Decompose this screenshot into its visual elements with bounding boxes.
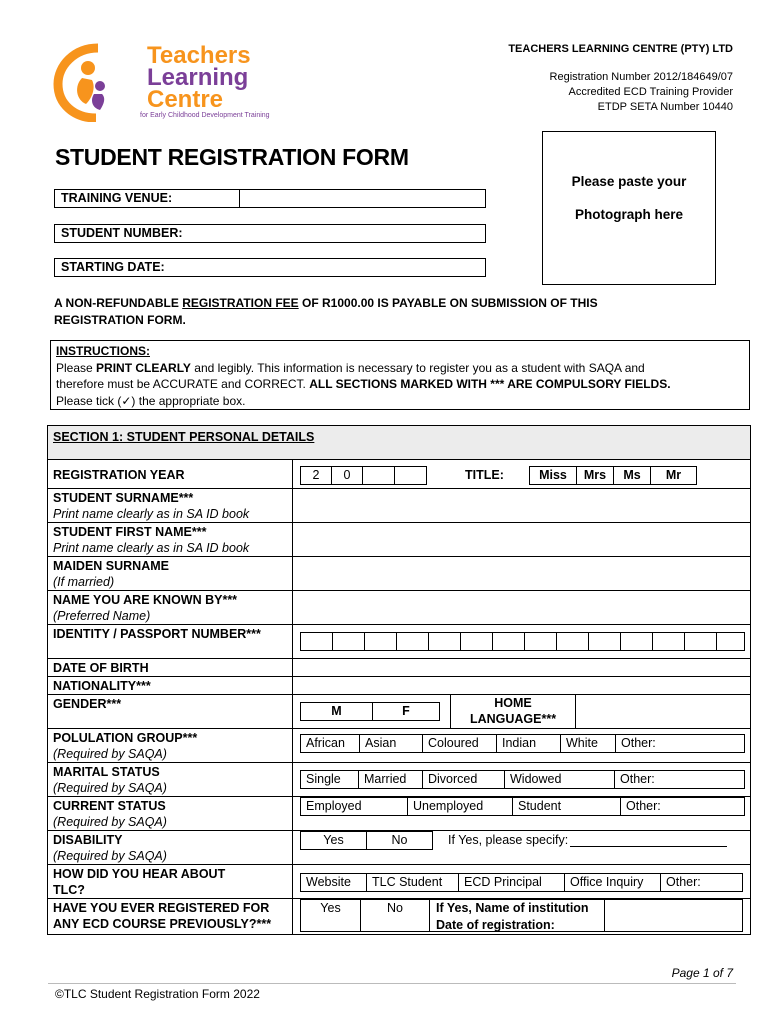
population-indian[interactable]: Indian (496, 734, 561, 753)
hear-about-label: HOW DID YOU HEAR ABOUT TLC? (53, 867, 226, 897)
fee-text-highlight: REGISTRATION FEE (182, 296, 299, 310)
year-digit-4[interactable] (394, 466, 427, 485)
company-accredited: Accredited ECD Training Provider (568, 86, 733, 98)
population-other[interactable]: Other: (615, 734, 745, 753)
starting-date-row (54, 258, 486, 277)
student-number-input[interactable] (239, 225, 486, 242)
photo-box[interactable] (542, 131, 716, 285)
status-unemployed[interactable]: Unemployed (407, 797, 513, 816)
company-name: TEACHERS LEARNING CENTRE (PTY) LTD (508, 43, 733, 55)
hear-website[interactable]: Website (300, 873, 367, 892)
disability-yes[interactable]: Yes (300, 831, 367, 850)
status-student[interactable]: Student (512, 797, 621, 816)
logo-emblem-icon (52, 42, 147, 122)
previous-reg-no[interactable]: No (387, 901, 403, 915)
id-box[interactable] (396, 632, 429, 651)
id-box[interactable] (332, 632, 365, 651)
marital-divorced[interactable]: Divorced (422, 770, 505, 789)
id-box[interactable] (556, 632, 589, 651)
company-block (508, 42, 733, 115)
fee-text-pre: A NON-REFUNDABLE (54, 296, 183, 310)
gender-m[interactable]: M (300, 702, 373, 721)
section-1-header (48, 426, 750, 460)
population-coloured[interactable]: Coloured (422, 734, 497, 753)
population-label: POLULATION GROUP*** (Required by SAQA) (53, 731, 198, 761)
photo-line-1: Please paste your (571, 174, 687, 189)
marital-label: MARITAL STATUS (Required by SAQA) (53, 765, 167, 795)
id-box[interactable] (652, 632, 685, 651)
status-employed[interactable]: Employed (300, 797, 408, 816)
previous-reg-institution-input[interactable] (605, 900, 742, 931)
id-box[interactable] (524, 632, 557, 651)
marital-other[interactable]: Other: (614, 770, 745, 789)
id-box[interactable] (428, 632, 461, 651)
gender-f[interactable]: F (372, 702, 440, 721)
dob-label: DATE OF BIRTH (53, 661, 149, 675)
id-box[interactable] (716, 632, 745, 651)
title-label: TITLE: (465, 468, 504, 482)
fee-text-line-2: REGISTRATION FORM. (54, 313, 186, 327)
company-reg: Registration Number 2012/184649/07 (549, 71, 733, 83)
reg-year-label: REGISTRATION YEAR (53, 468, 185, 482)
title-miss[interactable]: Miss (529, 466, 577, 485)
fee-notice (54, 295, 598, 329)
id-box[interactable] (460, 632, 493, 651)
nationality-input[interactable] (293, 677, 750, 694)
home-language-input[interactable] (576, 695, 750, 728)
title-mr[interactable]: Mr (650, 466, 697, 485)
starting-date-input[interactable] (239, 259, 486, 276)
firstname-label: STUDENT FIRST NAME*** Print name clearly as in SA ID book (53, 525, 250, 555)
disability-specify-line[interactable] (570, 846, 727, 847)
known-as-label: NAME YOU ARE KNOWN BY*** (Preferred Name) (53, 593, 238, 623)
previous-reg-yes[interactable]: Yes (320, 901, 341, 915)
student-number-row (54, 224, 486, 243)
section-1-heading: SECTION 1: STUDENT PERSONAL DETAILS (53, 430, 315, 444)
surname-label: STUDENT SURNAME*** Print name clearly as in SA ID book (53, 491, 250, 521)
page-title: STUDENT REGISTRATION FORM (55, 144, 409, 170)
logo-line-1: Teachers (147, 42, 251, 69)
previous-reg-institution-label: If Yes, Name of institution Date of registration: (436, 901, 589, 932)
id-box[interactable] (588, 632, 621, 651)
year-digit-1[interactable]: 2 (300, 466, 332, 485)
firstname-input[interactable] (293, 523, 750, 556)
disability-no[interactable]: No (366, 831, 433, 850)
disability-specify-label: If Yes, please specify: (448, 833, 569, 847)
year-digit-3[interactable] (362, 466, 395, 485)
marital-widowed[interactable]: Widowed (504, 770, 615, 789)
title-ms[interactable]: Ms (613, 466, 651, 485)
instructions-line-1: Please PRINT CLEARLY and legibly. This information is necessary to register you as a student with SAQA and (56, 360, 645, 375)
instructions-line-2: therefore must be ACCURATE and CORRECT. ALL SECTIONS MARKED WITH *** ARE COMPULSORY FIELDS. (56, 377, 671, 391)
disability-label: DISABILITY (Required by SAQA) (53, 833, 167, 863)
hear-ecd-principal[interactable]: ECD Principal (458, 873, 565, 892)
hear-tlc-student[interactable]: TLC Student (366, 873, 459, 892)
title-mrs[interactable]: Mrs (576, 466, 614, 485)
logo (52, 42, 277, 122)
id-box[interactable] (300, 632, 333, 651)
marital-single[interactable]: Single (300, 770, 359, 789)
instructions-heading: INSTRUCTIONS: (56, 344, 150, 358)
home-language-label: HOME LANGUAGE*** (469, 696, 557, 726)
fee-text-post: OF R1000.00 IS PAYABLE ON SUBMISSION OF THIS (298, 296, 598, 310)
photo-line-2: Photograph here (574, 207, 683, 222)
hear-other[interactable]: Other: (660, 873, 743, 892)
logo-tagline: for Early Childhood Development Training (140, 112, 270, 119)
previous-reg-label: HAVE YOU EVER REGISTERED FOR ANY ECD COURSE PREVIOUSLY?*** (53, 901, 272, 931)
training-venue-label: TRAINING VENUE: (61, 191, 173, 205)
instructions-line-3: Please tick (✓) the appropriate box. (56, 393, 246, 408)
logo-line-2: Learning (147, 64, 249, 91)
company-seta: ETDP SETA Number 10440 (597, 101, 733, 113)
training-venue-input[interactable] (239, 190, 486, 207)
footer-copyright: ©TLC Student Registration Form 2022 (55, 987, 260, 1001)
maiden-input[interactable] (293, 557, 750, 590)
nationality-label: NATIONALITY*** (53, 679, 151, 693)
id-box[interactable] (620, 632, 653, 651)
training-venue-row (54, 189, 486, 208)
population-asian[interactable]: Asian (359, 734, 423, 753)
population-african[interactable]: African (300, 734, 360, 753)
maiden-label: MAIDEN SURNAME (If married) (53, 559, 169, 589)
gender-label: GENDER*** (53, 697, 122, 711)
known-as-input[interactable] (293, 591, 750, 624)
id-box[interactable] (364, 632, 397, 651)
id-box[interactable] (684, 632, 717, 651)
student-number-label: STUDENT NUMBER: (61, 226, 183, 240)
dob-input[interactable] (293, 659, 750, 676)
page-number: Page 1 of 7 (671, 966, 733, 980)
population-white[interactable]: White (560, 734, 616, 753)
surname-input[interactable] (293, 489, 750, 522)
status-other[interactable]: Other: (620, 797, 745, 816)
logo-line-3: Centre (147, 86, 224, 113)
marital-married[interactable]: Married (358, 770, 423, 789)
year-digit-2[interactable]: 0 (331, 466, 363, 485)
id-box[interactable] (492, 632, 525, 651)
hear-office-inquiry[interactable]: Office Inquiry (564, 873, 661, 892)
current-status-label: CURRENT STATUS (Required by SAQA) (53, 799, 167, 829)
instructions-box (50, 340, 750, 410)
starting-date-label: STARTING DATE: (61, 260, 165, 274)
id-number-label: IDENTITY / PASSPORT NUMBER*** (53, 627, 261, 641)
footer-divider (48, 983, 736, 984)
